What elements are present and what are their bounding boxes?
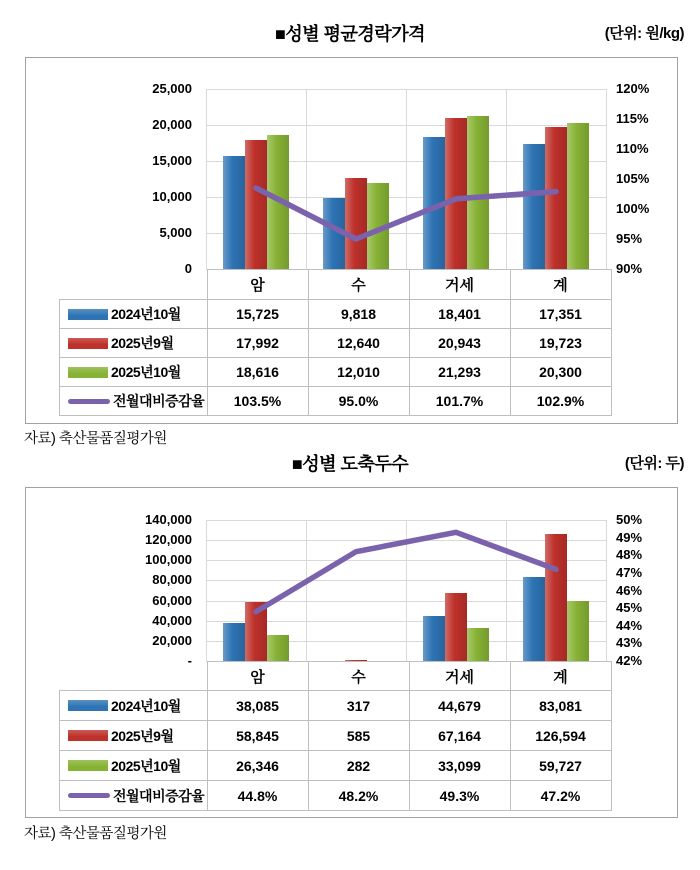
left-axis-tick-label: 80,000 bbox=[152, 572, 192, 588]
table-row bbox=[60, 300, 612, 329]
table-value-cell: 83,081 bbox=[510, 691, 611, 721]
right-axis-tick-label: 95% bbox=[616, 231, 643, 246]
legend-key bbox=[60, 333, 207, 353]
gridline bbox=[606, 520, 607, 661]
left-axis-tick-label: 120,000 bbox=[145, 532, 192, 548]
trend-line bbox=[256, 532, 556, 611]
category-header-cell: 거세 bbox=[409, 662, 510, 691]
legend-cell bbox=[60, 721, 208, 751]
left-axis-tick-label: 40,000 bbox=[152, 612, 192, 628]
right-axis-tick-label: 47% bbox=[616, 564, 643, 580]
legend-line-swatch bbox=[68, 399, 110, 404]
price-chart-title-row bbox=[0, 20, 700, 48]
legend-bar-swatch bbox=[68, 309, 108, 320]
table-value-cell: 102.9% bbox=[510, 387, 611, 416]
left-axis-tick-label: 60,000 bbox=[152, 592, 192, 608]
table-value-cell: 17,992 bbox=[207, 329, 308, 358]
table-value-cell: 18,401 bbox=[409, 300, 510, 329]
right-axis-tick-label: 90% bbox=[616, 261, 643, 276]
legend-bar-swatch bbox=[68, 760, 108, 771]
legend-cell bbox=[60, 751, 208, 781]
trend-line-layer bbox=[206, 520, 606, 661]
right-axis-tick-label: 43% bbox=[616, 635, 643, 651]
legend-bar-swatch bbox=[68, 730, 108, 741]
right-axis-tick-label: 115% bbox=[616, 111, 649, 126]
table-value-cell: 282 bbox=[308, 751, 409, 781]
right-axis-tick-label: 49% bbox=[616, 529, 643, 545]
table-value-cell: 317 bbox=[308, 691, 409, 721]
category-header-cell: 계 bbox=[510, 662, 611, 691]
slaughter-chart-frame bbox=[25, 487, 678, 818]
legend-key bbox=[60, 756, 207, 776]
category-header-cell: 암 bbox=[207, 270, 308, 300]
table-value-cell: 44.8% bbox=[207, 781, 308, 811]
table-value-cell: 47.2% bbox=[510, 781, 611, 811]
price-chart-unit-label: (단위: 원/kg) bbox=[604, 25, 684, 42]
table-value-cell: 33,099 bbox=[409, 751, 510, 781]
right-axis-tick-label: 120% bbox=[616, 81, 650, 96]
right-axis-tick-label: 46% bbox=[616, 582, 643, 598]
table-header-row bbox=[60, 662, 612, 691]
table-value-cell: 18,616 bbox=[207, 358, 308, 387]
table-value-cell: 17,351 bbox=[510, 300, 611, 329]
slaughter-chart-unit-label: (단위: 두) bbox=[624, 455, 684, 472]
left-axis-tick-label: 100,000 bbox=[145, 552, 192, 568]
category-header-cell: 수 bbox=[308, 270, 409, 300]
table-row bbox=[60, 691, 612, 721]
table-value-cell: 9,818 bbox=[308, 300, 409, 329]
table-row bbox=[60, 387, 612, 416]
right-axis-tick-label: 45% bbox=[616, 600, 643, 616]
legend-cell bbox=[60, 387, 208, 416]
table-value-cell: 67,164 bbox=[409, 721, 510, 751]
table-value-cell: 126,594 bbox=[510, 721, 611, 751]
gridline bbox=[606, 89, 607, 269]
table-corner-cell bbox=[60, 270, 208, 300]
slaughter-chart-title-row bbox=[0, 450, 700, 478]
left-axis-tick-label: 0 bbox=[184, 261, 192, 276]
legend-cell bbox=[60, 691, 208, 721]
table-corner-cell bbox=[60, 662, 208, 691]
legend-key bbox=[60, 362, 207, 382]
table-header-row bbox=[60, 270, 612, 300]
right-axis-tick-label: 50% bbox=[616, 512, 643, 527]
legend-bar-swatch bbox=[68, 367, 108, 378]
right-axis-tick-label: 110% bbox=[616, 141, 649, 156]
legend-key bbox=[60, 696, 207, 716]
table-value-cell: 12,010 bbox=[308, 358, 409, 387]
table-value-cell: 19,723 bbox=[510, 329, 611, 358]
right-axis-tick-label: 48% bbox=[616, 547, 643, 563]
table-value-cell: 101.7% bbox=[409, 387, 510, 416]
right-axis-tick-label: 100% bbox=[616, 201, 650, 216]
left-axis-tick-label: 20,000 bbox=[152, 632, 192, 648]
chart-data-table bbox=[59, 269, 612, 416]
trend-line-layer bbox=[206, 89, 606, 269]
legend-label: 2025년10월 bbox=[111, 364, 181, 380]
legend-cell bbox=[60, 358, 208, 387]
legend-key bbox=[60, 726, 207, 746]
table-row bbox=[60, 358, 612, 387]
legend-key bbox=[60, 304, 207, 324]
table-value-cell: 12,640 bbox=[308, 329, 409, 358]
legend-label: 2024년10월 bbox=[111, 306, 181, 322]
right-axis-tick-label: 105% bbox=[616, 171, 650, 186]
table-value-cell: 585 bbox=[308, 721, 409, 751]
table-value-cell: 20,943 bbox=[409, 329, 510, 358]
right-axis-tick-label: 44% bbox=[616, 617, 643, 633]
price-chart-title: ■성별 평균경락가격 bbox=[275, 24, 425, 44]
left-axis-tick-label: 20,000 bbox=[152, 117, 192, 132]
legend-label: 2024년10월 bbox=[111, 697, 181, 714]
table-value-cell: 38,085 bbox=[207, 691, 308, 721]
category-header-cell: 계 bbox=[510, 270, 611, 300]
legend-line-swatch bbox=[68, 793, 110, 798]
right-axis-tick-label: 42% bbox=[616, 653, 643, 668]
left-axis-tick-label: 5,000 bbox=[159, 225, 192, 240]
left-axis-tick-label: - bbox=[187, 653, 192, 668]
legend-label: 전월대비증감율 bbox=[113, 393, 205, 409]
legend-key bbox=[60, 391, 207, 411]
table-value-cell: 48.2% bbox=[308, 781, 409, 811]
legend-cell bbox=[60, 300, 208, 329]
table-row bbox=[60, 329, 612, 358]
legend-cell bbox=[60, 329, 208, 358]
legend-label: 전월대비증감율 bbox=[113, 787, 205, 804]
slaughter-chart-title: ■성별 도축두수 bbox=[291, 454, 409, 474]
legend-bar-swatch bbox=[68, 338, 108, 349]
table-value-cell: 95.0% bbox=[308, 387, 409, 416]
table-value-cell: 58,845 bbox=[207, 721, 308, 751]
legend-bar-swatch bbox=[68, 700, 108, 711]
trend-line bbox=[256, 188, 556, 239]
price-chart-source-label: 자료) 축산물품질평가원 bbox=[24, 431, 167, 447]
left-axis-tick-label: 25,000 bbox=[152, 81, 192, 96]
category-header-cell: 암 bbox=[207, 662, 308, 691]
legend-key bbox=[60, 786, 207, 806]
legend-label: 2025년10월 bbox=[111, 757, 181, 774]
legend-cell bbox=[60, 781, 208, 811]
left-axis-tick-label: 15,000 bbox=[152, 153, 192, 168]
table-row bbox=[60, 781, 612, 811]
table-row bbox=[60, 751, 612, 781]
table-value-cell: 59,727 bbox=[510, 751, 611, 781]
table-value-cell: 44,679 bbox=[409, 691, 510, 721]
slaughter-chart-source-label: 자료) 축산물품질평가원 bbox=[24, 826, 167, 842]
left-axis-tick-label: 140,000 bbox=[145, 512, 192, 527]
category-header-cell: 거세 bbox=[409, 270, 510, 300]
table-value-cell: 103.5% bbox=[207, 387, 308, 416]
left-axis-tick-label: 10,000 bbox=[152, 189, 192, 204]
table-value-cell: 26,346 bbox=[207, 751, 308, 781]
category-header-cell: 수 bbox=[308, 662, 409, 691]
price-chart-frame bbox=[25, 57, 678, 424]
table-value-cell: 15,725 bbox=[207, 300, 308, 329]
legend-label: 2025년9월 bbox=[111, 727, 174, 744]
table-value-cell: 21,293 bbox=[409, 358, 510, 387]
chart-data-table bbox=[59, 661, 612, 811]
table-value-cell: 49.3% bbox=[409, 781, 510, 811]
table-value-cell: 20,300 bbox=[510, 358, 611, 387]
table-row bbox=[60, 721, 612, 751]
legend-label: 2025년9월 bbox=[111, 335, 174, 351]
